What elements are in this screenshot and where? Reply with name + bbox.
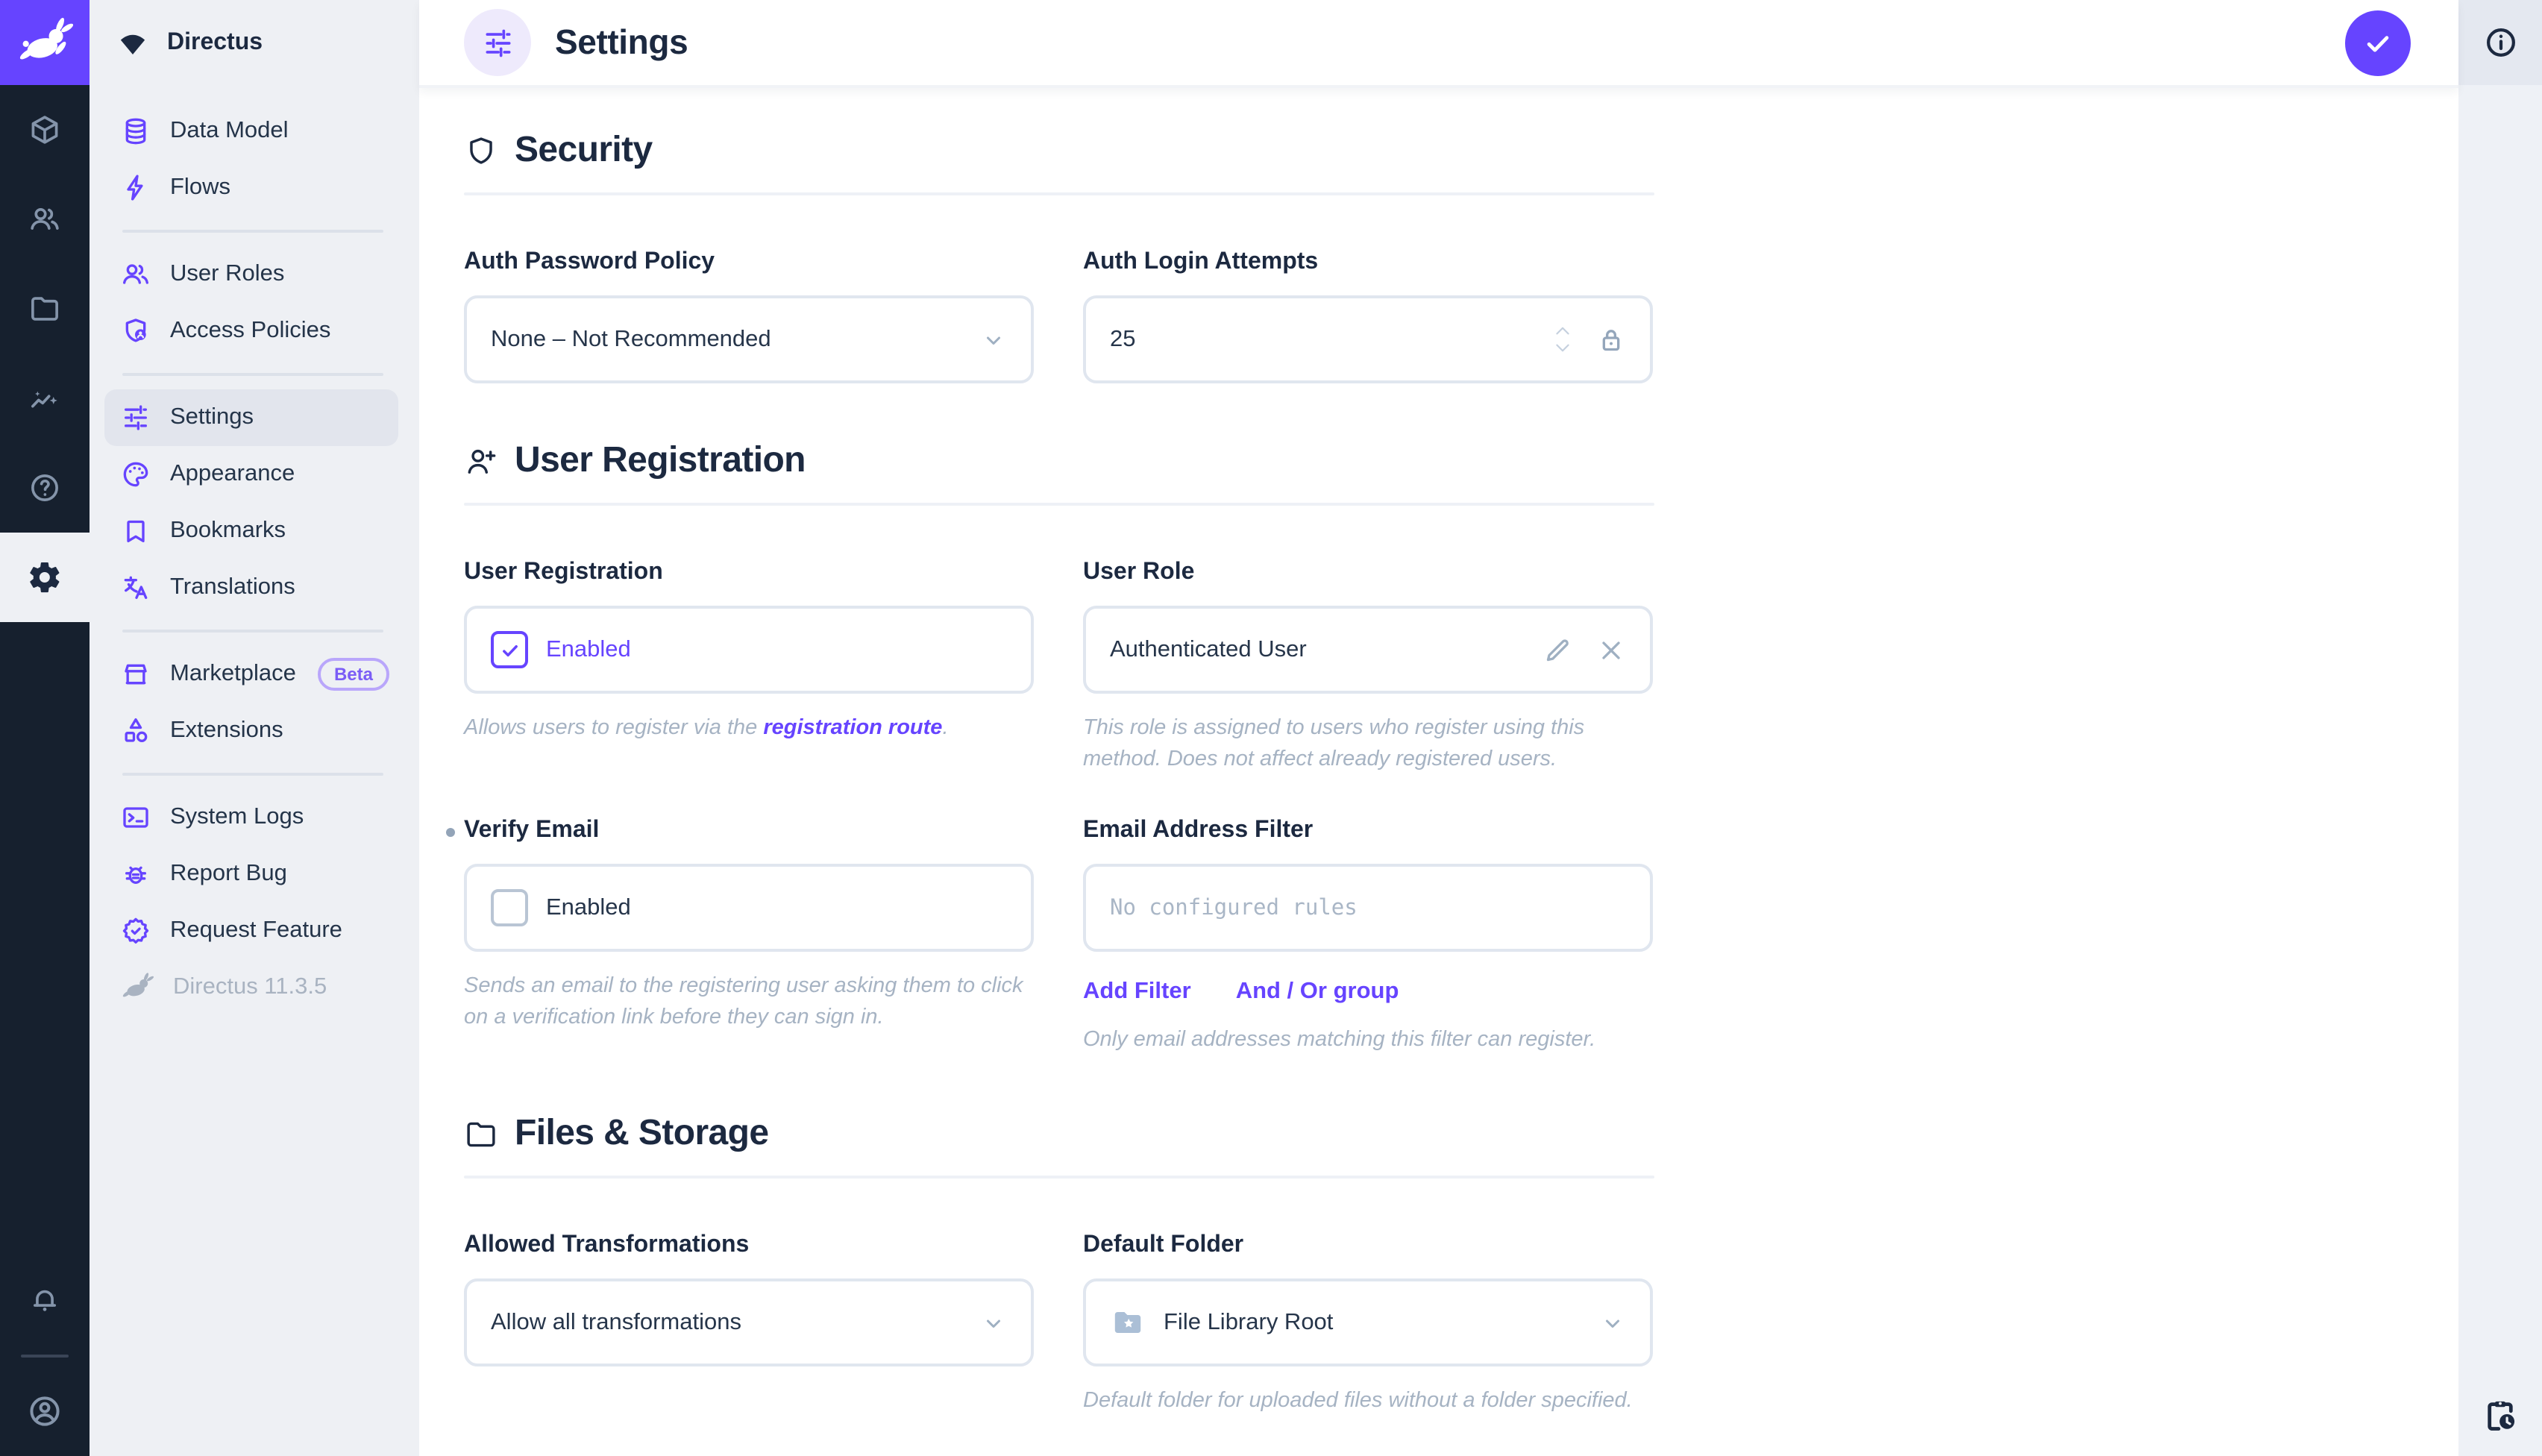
verify-email-toggle[interactable] — [464, 864, 1034, 952]
field-label: Auth Login Attempts — [1083, 249, 1319, 274]
field-label: Default Folder — [1083, 1232, 1244, 1258]
field-user-registration — [464, 559, 1034, 776]
beta-badge: Beta — [318, 658, 389, 691]
right-sidebar-header — [2458, 0, 2542, 85]
select-value: Allow all transformations — [491, 1309, 741, 1335]
module-settings[interactable] — [0, 533, 90, 622]
field-label: User Registration — [464, 559, 663, 585]
filter-actions — [1083, 979, 1653, 1005]
tune-sliders-icon — [481, 26, 514, 59]
info-button[interactable] — [2483, 25, 2517, 60]
verified-icon — [121, 916, 151, 946]
sidebar-item-label: Settings — [170, 404, 254, 430]
lock-icon — [1596, 324, 1626, 354]
default-folder-select[interactable] — [1083, 1278, 1653, 1366]
field-email-address-filter — [1083, 818, 1653, 1056]
field-note: Allows users to register via the registration route. — [464, 716, 949, 740]
close-x-icon[interactable] — [1596, 635, 1626, 665]
directus-logo-button[interactable] — [0, 0, 90, 85]
field-label: Auth Password Policy — [464, 249, 715, 274]
section-security — [464, 127, 2458, 383]
section-divider — [464, 1176, 1654, 1179]
bug-icon — [121, 859, 151, 889]
translate-icon — [121, 573, 151, 603]
sidebar-item-label: Appearance — [170, 461, 295, 486]
folder-icon — [28, 292, 61, 325]
chevron-down-icon — [1599, 1309, 1626, 1336]
field-note: Default folder for uploaded files without a folder specified. — [1083, 1389, 1633, 1413]
bookmark-icon — [121, 516, 151, 546]
select-value: File Library Root — [1164, 1309, 1334, 1335]
field-label: User Role — [1083, 559, 1195, 585]
users-icon — [121, 260, 151, 289]
field-label: Verify Email — [464, 818, 1034, 844]
user-registration-toggle[interactable] — [464, 606, 1034, 694]
user-role-input[interactable] — [1083, 606, 1653, 694]
module-users[interactable] — [0, 175, 90, 264]
folder-outline-icon — [464, 1117, 498, 1151]
save-button[interactable] — [2345, 10, 2411, 75]
allowed-transformations-select[interactable] — [464, 1278, 1034, 1366]
sidebar-item-user-roles[interactable] — [104, 246, 398, 303]
section-user-registration-header — [464, 437, 2458, 485]
shield-user-icon — [121, 316, 151, 346]
sidebar-item-report-bug[interactable] — [104, 846, 398, 903]
nav-list — [90, 85, 419, 1016]
field-label: Email Address Filter — [1083, 818, 1314, 844]
field-default-folder — [1083, 1232, 1653, 1417]
sidebar-item-system-logs[interactable] — [104, 789, 398, 846]
sidebar-item-bookmarks[interactable] — [104, 503, 398, 559]
module-files[interactable] — [0, 264, 90, 354]
shapes-icon — [121, 716, 151, 746]
module-help[interactable] — [0, 443, 90, 533]
sidebar-item-data-model[interactable] — [104, 103, 398, 160]
add-filter-link[interactable]: Add Filter — [1083, 979, 1191, 1005]
person-add-icon — [464, 444, 498, 478]
chevron-down-icon — [980, 1309, 1007, 1336]
chevron-down-icon — [980, 326, 1007, 353]
field-allowed-transformations — [464, 1232, 1034, 1417]
field-note: Only email addresses matching this filter can register. — [1083, 1028, 1596, 1052]
database-icon — [121, 116, 151, 146]
registration-route-link[interactable]: registration route — [763, 716, 943, 740]
people-icon — [28, 203, 61, 236]
directus-rabbit-icon — [16, 14, 73, 71]
auth-login-attempts-input[interactable] — [1083, 295, 1653, 383]
sidebar-item-label: User Roles — [170, 261, 285, 286]
sidebar-item-label: Data Model — [170, 118, 289, 143]
sidebar-item-label: Report Bug — [170, 861, 287, 886]
user-avatar-button[interactable] — [0, 1366, 90, 1456]
field-note: This role is assigned to users who register using this method. Does not affect already registered users. — [1083, 716, 1585, 772]
sidebar-item-marketplace[interactable] — [104, 646, 398, 703]
directus-rabbit-small-icon — [121, 971, 154, 1004]
box-icon — [28, 113, 61, 146]
project-name: Directus — [167, 29, 263, 54]
field-label: Allowed Transformations — [464, 1232, 750, 1258]
field-verify-email — [464, 818, 1034, 1056]
bolt-icon — [121, 173, 151, 203]
field-auth-login-attempts — [1083, 249, 1653, 383]
settings-gear-icon — [27, 559, 63, 595]
settings-form — [419, 88, 2458, 1456]
sidebar-item-extensions[interactable] — [104, 703, 398, 759]
check-icon — [2361, 26, 2394, 59]
section-user-registration — [464, 437, 2458, 1056]
help-icon — [28, 471, 61, 504]
auth-password-policy-select[interactable] — [464, 295, 1034, 383]
revisions-button[interactable] — [2481, 1396, 2520, 1435]
page-title-badge — [464, 9, 531, 76]
shield-icon — [464, 134, 498, 168]
page-header — [419, 0, 2458, 88]
number-stepper[interactable] — [1553, 324, 1572, 355]
field-note: Sends an email to the registering user asking them to click on a verification link before they can sign in. — [464, 974, 1023, 1030]
checkbox-label: Enabled — [546, 894, 631, 920]
sidebar-item-label: Request Feature — [170, 917, 342, 943]
sidebar-item-label: System Logs — [170, 804, 304, 829]
section-files-storage-header — [464, 1110, 2458, 1158]
select-value: None – Not Recommended — [491, 326, 771, 351]
notifications-button[interactable] — [0, 1256, 90, 1346]
nav-sidebar — [90, 0, 419, 1456]
field-auth-password-policy — [464, 249, 1034, 383]
checkbox-label: Enabled — [546, 636, 631, 662]
module-content[interactable] — [0, 85, 90, 175]
main-area — [419, 0, 2458, 1456]
sidebar-item-label: Bookmarks — [170, 518, 286, 543]
edit-pencil-icon[interactable] — [1543, 635, 1572, 665]
nav-divider — [122, 630, 383, 633]
sidebar-item-translations[interactable] — [104, 559, 398, 616]
section-divider — [464, 192, 1654, 195]
checkbox-checked-icon[interactable] — [491, 631, 528, 668]
section-title: Files & Storage — [515, 1113, 769, 1154]
version-label: Directus 11.3.5 — [173, 974, 327, 1000]
section-title: User Registration — [515, 440, 806, 480]
sidebar-item-access-policies[interactable] — [104, 303, 398, 360]
sidebar-item-flows[interactable] — [104, 160, 398, 216]
filter-placeholder: No configured rules — [1110, 896, 1358, 920]
section-divider — [464, 503, 1654, 506]
sidebar-item-label: Access Policies — [170, 318, 331, 343]
project-header[interactable] — [90, 0, 419, 85]
section-files-storage — [464, 1110, 2458, 1417]
field-user-role — [1083, 559, 1653, 776]
right-sidebar — [2458, 0, 2542, 1456]
palette-icon — [121, 459, 151, 489]
module-insights[interactable] — [0, 354, 90, 443]
clipboard-clock-icon — [2481, 1396, 2520, 1435]
section-title: Security — [515, 130, 653, 170]
module-bar-divider — [21, 1355, 69, 1358]
app-version — [104, 959, 398, 1016]
project-fan-icon — [116, 26, 149, 59]
bell-icon — [28, 1284, 61, 1317]
edited-dot — [446, 828, 455, 837]
checkbox-unchecked-icon[interactable] — [491, 889, 528, 926]
sidebar-item-label: Translations — [170, 574, 295, 600]
email-filter-box[interactable] — [1083, 864, 1653, 952]
sidebar-item-label: Extensions — [170, 718, 283, 743]
and-or-group-link[interactable]: And / Or group — [1235, 979, 1399, 1005]
storefront-icon — [121, 659, 151, 689]
input-value: 25 — [1110, 326, 1136, 351]
insights-icon — [28, 382, 61, 415]
nav-divider — [122, 773, 383, 776]
input-value: Authenticated User — [1110, 636, 1307, 662]
terminal-icon — [121, 803, 151, 832]
section-security-header — [464, 127, 2458, 175]
nav-divider — [122, 230, 383, 233]
folder-special-icon — [1110, 1305, 1146, 1340]
page-title: Settings — [555, 22, 688, 61]
module-bar — [0, 0, 90, 1456]
sidebar-item-label: Marketplace — [170, 661, 296, 686]
right-sidebar-body — [2458, 85, 2542, 1456]
account-circle-icon — [27, 1393, 63, 1429]
nav-divider — [122, 373, 383, 376]
tune-icon — [121, 403, 151, 433]
sidebar-item-settings[interactable] — [104, 389, 398, 446]
sidebar-item-appearance[interactable] — [104, 446, 398, 503]
sidebar-item-request-feature[interactable] — [104, 903, 398, 959]
sidebar-item-label: Flows — [170, 175, 230, 200]
